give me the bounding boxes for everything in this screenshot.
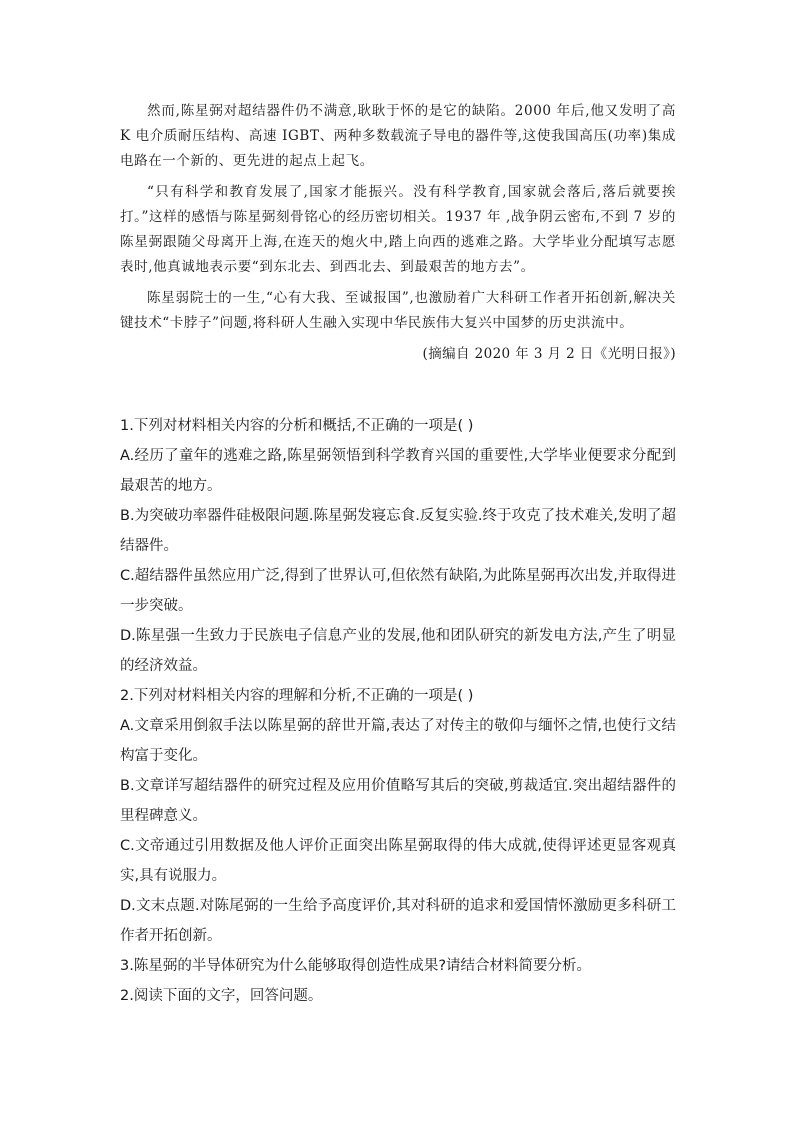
- section-heading: 2.阅读下面的文字，回答问题。: [120, 988, 323, 1004]
- answer-option: C.超结器件虽然应用广泛,得到了世界认可,但依然有缺陷,为此陈星弼再次出发,并取得进一步突破。: [120, 568, 676, 614]
- question-stem: 2.下列对材料相关内容的理解和分析,不正确的一项是( ): [120, 688, 474, 704]
- answer-option: D.陈星强一生致力于民族电子信息产业的发展,他和团队研究的新发电方法,产生了明显的经济效益。: [120, 628, 676, 674]
- reading-passage: [120, 99, 676, 367]
- passage-paragraph: “只有科学和教育发展了,国家才能振兴。没有科学教育,国家就会落后,落后就要挨打。”这样的感悟与陈星弼刻骨铭心的经历密切相关。1937 年 ,战争阴云密布,不到 7 岁的陈星弼跟随父母离开上海,在连天的炮火中,踏上向西的逃难之路。大学毕业分配填写志愿表时,他真诚地表示要“到东北去、到西北去、到最艰苦的地方去”。: [120, 184, 676, 275]
- question-stem: 3.陈星弼的半导体研究为什么能够取得创造性成果?请结合材料简要分析。: [120, 958, 592, 974]
- answer-option: B.文章详写超结器件的研究过程及应用价值略写其后的突破,剪裁适宜.突出超结器件的里程碑意义。: [120, 778, 676, 824]
- answer-option: C.文帝通过引用数据及他人评价正面突出陈星弼取得的伟大成就,使得评述更显客观真实,具有说服力。: [120, 838, 676, 884]
- answer-option: D.文末点题.对陈尾弼的一生给予高度评价,其对科研的追求和爱国情怀激励更多科研工作者开拓创新。: [120, 898, 676, 944]
- answer-option: B.为突破功率器件硅极限问题.陈星弼发寝忘食.反复实验.终于攻克了技术难关,发明了超结器件。: [120, 508, 676, 554]
- answer-option: A.文章采用倒叙手法以陈星弼的辞世开篇,表达了对传主的敬仰与缅怀之情,也使行文结构富于变化。: [120, 718, 676, 764]
- passage-paragraph: 陈星弱院士的一生,“心有大我、至诚报国”,也激励着广大科研工作者开拓创新,解决关键技术“卡脖子”问题,将科研人生融入实现中华民族伟大复兴中国梦的历史洪流中。: [120, 290, 676, 331]
- question-stem: 1.下列对材料相关内容的分析和概括,不正确的一项是( ): [120, 418, 474, 434]
- passage-paragraph: 然而,陈星弼对超结器件仍不满意,耿耿于怀的是它的缺陷。2000 年后,他又发明了高 K 电介质耐压结构、高速 IGBT、两种多数载流子导电的器件等,这使我国高压(功率)集成电路在一个新的、更先进的起点上起飞。: [120, 103, 676, 169]
- answer-option: A.经历了童年的逃难之路,陈星弼领悟到科学教育兴国的重要性,大学毕业便要求分配到最艰苦的地方。: [120, 448, 676, 494]
- source-citation: (摘编自 2020 年 3 月 2 日《光明日报》): [422, 346, 676, 362]
- question-list: [120, 411, 676, 1011]
